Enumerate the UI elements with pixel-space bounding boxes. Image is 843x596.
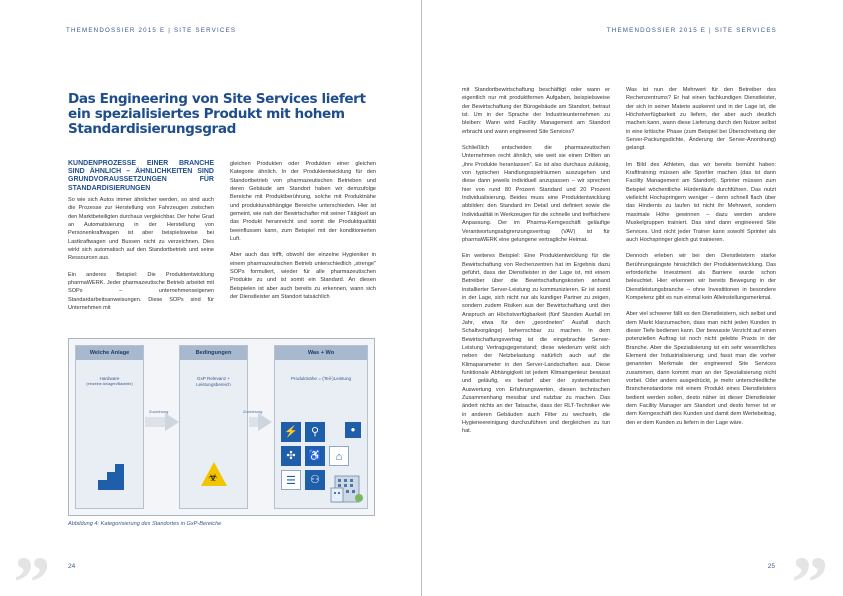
figure-header-welche-anlage: Welche Anlage <box>76 346 143 360</box>
biohazard-icon: ☣ <box>201 462 227 486</box>
left-column-2 <box>230 160 376 302</box>
paragraph: Ein anderes Beispiel: Die Produktentwicklung pharmaWERK. Jeder pharmazeutische Betrieb arbeitet mit SOPs – unternehmenseigenen Standardarbeitsanweisungen. Diese SOPs sind für Unternehmen mit <box>68 271 214 311</box>
left-column-1 <box>68 160 214 312</box>
right-page <box>422 0 843 596</box>
fan-icon: ✣ <box>281 446 301 466</box>
figure-text-produktnaehe: Produktnähe = (Teil-)Leistung <box>290 376 352 381</box>
quote-mark-decoration: „ <box>792 504 829 586</box>
figure-column-was-wo <box>274 345 368 509</box>
arrow-shaft-1 <box>145 417 167 427</box>
figure-text-hardware-note: (einzelne Anlagen/Bauteile) <box>86 382 133 386</box>
figure-text-gxp: GxP Relevanz + Leistungsbereich <box>196 376 231 387</box>
running-head: THEMENDOSSIER 2015 E | SITE SERVICES <box>66 27 237 34</box>
article-title: Das Engineering von Site Services liefert ein spezialisiertes Produkt mit hohem Standardisierungsgrad <box>68 91 366 137</box>
figure-caption: Abbildung 4: Kategorisierung des Standortes in GxP-Bereiche <box>68 521 222 527</box>
figure-column-hardware <box>75 345 144 509</box>
building-icon <box>329 470 365 504</box>
paragraph: mit Standortbewirtschaftung beschäftigt oder wann er eigentlich nur mit produktfernen Aufgaben, beispielsweise der Bewirtschaftung der Bürogebäude am Standort, betraut ist. Um in der Sprache der Industrieunternehmen zu bleiben: Wann wird Facility Management am Standort erbracht und wann engineered Site Services? <box>462 87 610 135</box>
toilet-icon: ♿ <box>305 446 325 466</box>
tap-icon: ⚲ <box>305 422 325 442</box>
figure-text-hardware: Hardware <box>99 376 120 381</box>
arrow-right-icon <box>258 413 272 431</box>
paragraph: Dennoch erleben wir bei den Dienstleistern starke Berührungsängste hinsichtlich der Produktentwicklung. Das erforderliche Investment als Barriere wurde schon beleuchtet. Hier erkennen wir bereits Bewegung in der Dienstleistungsbranche – ohne Investitionen in besondere Kompetenz gibt es nun einmal kein Alleinstellungsmerkmal. <box>626 253 776 301</box>
figure-gxp-categorization <box>68 338 375 516</box>
page-number: 25 <box>767 563 775 570</box>
drop-icon: ● <box>345 422 361 438</box>
paragraph: Ein weiteres Beispiel: Eine Produktentwicklung für die Bewirtschaftung von Rechenzentren hat im Ergebnis dazu geführt, dass der Dienstleister in der Lage ist, mit einem Betreiber über die Bewirtschaftungskosten anhand installierter Server-Leistung zu kommunizieren. Er ist somit in der Lage, sich nicht nur als kundiger Partner zu zeigen, sondern zudem Risiken aus der Bewirtschaftung und den Anspruch an Höchstverfügbarkeit (fünf Stunden Ausfall im Jahr, etwa für den „geordneten" Ausfall durch Schaltvorgänge) beherrschbar zu machen. In dem Bewirtschaftungsvertrag ist die eingebrachte Server-Leistung Vertragsgegenstand; diese wiederum wirkt sich neben der Netzbelastung natürlich auch auf die Klimaparameter in den Server-Landschaften aus. Diese funktionale Abhängigkeit ist jedem Klimaingenieur bewusst und geläufig, es bedarf aber der systematischen Auswertung von Erfahrungswerten, diesen technischen Zusammenhang messbar und nutzbar zu machen. Das ändert nichts an der Tatsache, dass der RLT-Techniker wie in anderen Gebäuden auch Filter zu wechseln, die Hygieneereinigung durchzuführen und dergleichen zu tun hat. <box>462 253 610 435</box>
figure-header-was-wo: Was + Wo <box>275 346 367 360</box>
paragraph: So wie sich Autos immer ähnlicher werden, so sind auch die Prozesse zur Herstellung von Fahrzeugen zwischen den Marktbeteiligten durchaus vergleichbar. Der hohe Grad an Automatisierung in der Herstellung von Personenkraftwagen ist aber beispielsweise bei Lastkraftwagen und Bussen nicht zu verzeichnen. Dies wirkt sich automatisch auf den Standortbetrieb und seine Ressourcen aus. <box>68 196 214 262</box>
cleaning-icon: ⌂ <box>329 446 349 466</box>
paragraph: Aber viel schwerer fällt es den Dienstleistern, sich selbst und dem Markt klarzumachen, dass man nicht jeden Kunden in dieser Tiefe bedienen kann. Der bewusste Verzicht auf einen potenziellen Auftrag ist noch nicht gelebte Praxis in der Branche. Aber die Spezialisierung ist ein sehr wesentliches Element der Industrialisierung; und fasst man die vorher genannten Merkmale der engineered Site Services zusammen, dann kommt man an der Spezialisierung nicht vorbei. Oder anders ausgedrückt, je mehr unterschiedliche Branchenstandorte mit einem Produkt eines Dienstleisters bedient werden sollen, desto näher ist dieser Dienstleister dem Facility Manager am Standort und desto ferner ist er dem Kerngeschäft des Kunden und damit dem Wertebeitrag, den er dem Kunden zu liefern in der Lage wäre. <box>626 311 776 426</box>
lightning-icon: ⚡ <box>281 422 301 442</box>
paragraph: Aber auch das trifft, obwohl der einzelne Hygieniker in einem pharmazeutischen Betrieb unterschiedlich „strenge" SOPs formuliert, wieder für alle pharmazeutischen Produkte zu und ist somit ein Standard. An diesen Beispielen ist aber auch bereits zu erkennen, wann sich der Dienstleister am Standort tatsächlich <box>230 252 376 301</box>
paragraph: Schließlich entscheiden die pharmazeutischen Unternehmen recht ähnlich, wie weit sie einen Dritten an „ihre Produkte heranlassen". Es ist also durchaus zulässig, von typischen Handlungsspielräumen auszugehen und diese dann jeweils individuell anzupassen – wir sprechen hier von rund 80 Prozent Standard und 20 Prozent Individualisierung. Beides muss eine Produktentwicklung abbilden: den Standard im Detail und definiert sowie die Individualität in Werkzeugen für die schnelle und treffsichere Anpassung. Der im Pharma-Kerngeschäft geläufige Verantwortungsabgrenzungsvertrag (VAV) ist für pharmaWERK eine gelungene vertragliche Heimat. <box>462 145 610 243</box>
paragraph: gleichen Produkten oder Produkten einer gleichen Kategorie ähnlich. In der Produktentwicklung für den Standortbetrieb von pharmazeutischen Betrieben und deren Gebäude am Standort haben wir demzufolge Bereiche mit Produktberührung, solche mit Produktnähe und produktunabhängige Bereiche unterschieden. Hier ist gemeint, wie nah der Bewirtschafter mit seiner Tätigkeit an das Produkt heranreicht und somit die Produktqualität beeinflussen kann, zum Beispiel mit der konditionierten Luft. <box>230 161 376 243</box>
staircase-icon <box>98 464 124 490</box>
shelf-icon: ☰ <box>281 470 301 490</box>
right-column-1 <box>462 86 610 436</box>
figure-header-bedingungen: Bedingungen <box>180 346 247 360</box>
left-page <box>0 0 421 596</box>
people-icon: ⚇ <box>305 470 325 490</box>
figure-column-bedingungen <box>179 345 248 509</box>
arrow-label-zuordnung: Zuordnung <box>243 409 263 414</box>
quote-mark-decoration: „ <box>14 504 51 586</box>
arrow-label-zuordnung: Zuordnung <box>149 409 169 414</box>
running-head: THEMENDOSSIER 2015 E | SITE SERVICES <box>606 27 777 34</box>
right-column-2 <box>626 86 776 427</box>
paragraph: Was ist nun der Mehrwert für den Betreiber des Rechenzentrums? Er hat einen fachkundigen Dienstleister, der sich in seiner Materie auskennt und in der Lage ist, die Höchstverfügbarkeit zu liefern, der aber auch deutlich machen kann, wann diese Lieferung durch den Nutzer selbst in eine kritische Phase (zum Beispiel bei Überschreitung der Server-Packungsdichte, Änderung der Server-Anordnung) gelangt. <box>626 87 776 152</box>
page-number: 24 <box>68 563 76 570</box>
arrow-right-icon <box>165 413 179 431</box>
section-subhead: KUNDENPROZESSE EINER BRANCHE SIND ÄHNLICH – ÄHNLICHKEITEN SIND GRUNDVORAUSSETZUNGEN FÜR STANDARDISIERUNGEN <box>68 160 214 192</box>
paragraph: Im Bild des Athleten, das wir bereits bemüht haben: Krafttraining müssen alle Sportler machen (das ist dann Facility Management am Standort). Sprinter müssen zum Beispiel wöchentliche Hürdenläufe durchführen. Das nutzt vielleicht Hochspringern weniger – denn schnell flach über das Hindernis zu laufen ist nicht ihr Mehrwert, sondern maximale Höhe gewinnen – dazu werden andere Muskelgruppen trainiert. Das sind dann engineered Site Services. Und nicht jeder Trainer kann sowohl Sprinter als auch Hochspringer gleich gut trainieren. <box>626 161 776 243</box>
